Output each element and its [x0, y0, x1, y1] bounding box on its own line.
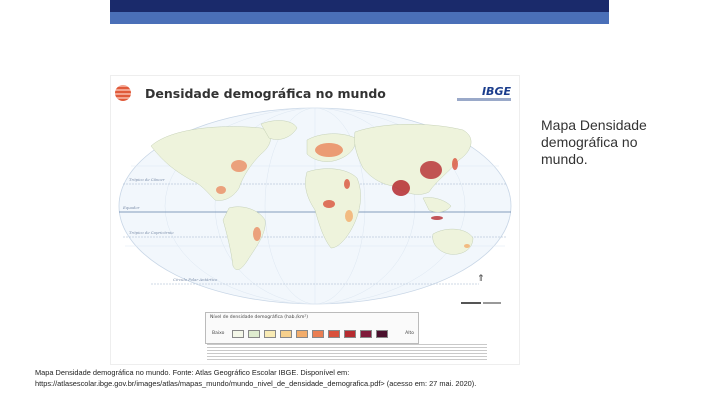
globe-icon [115, 85, 131, 101]
north-arrow-icon: ⇑ [477, 274, 485, 284]
top-banner-stripe [110, 12, 609, 24]
legend-low-label: Baixo [212, 331, 225, 336]
world-map [111, 106, 519, 306]
legend-swatch [376, 330, 388, 338]
hotspot-us-east [231, 160, 247, 172]
hotspot-nigeria [323, 200, 335, 208]
legend-swatch [312, 330, 324, 338]
map-image [110, 75, 520, 365]
hotspot-australia-se [464, 244, 470, 248]
legend-swatch [280, 330, 292, 338]
hotspot-java [431, 216, 443, 220]
scale-bar [461, 298, 501, 306]
antarctic-circle-label: Círculo Polar Antártico [173, 277, 218, 282]
hotspot-nile [344, 179, 350, 189]
source-citation: Mapa Densidade demográfica no mundo. Fonte: Atlas Geográfico Escolar IBGE. Disponível em: https://atlasescolar.ibge.gov.br/images/atlas/mapas_mundo/mundo_nivel_de_densidade_demografica.pdf> (acesso em: 27 mai. 2020). [35, 368, 477, 388]
hotspot-india [392, 180, 410, 196]
hotspot-east-africa [345, 210, 353, 222]
legend-swatch [344, 330, 356, 338]
tropic-cancer-label: Trópico de Câncer [129, 177, 165, 182]
hotspot-japan [452, 158, 458, 170]
tropic-capricorn-label: Trópico de Capricórnio [129, 230, 174, 235]
hotspot-mexico [216, 186, 226, 194]
equator-label: Equador [123, 205, 140, 210]
ibge-logo-underline [457, 98, 511, 101]
ibge-logo: IBGE [481, 85, 511, 98]
side-caption: Mapa Densidade demográfica no mundo. [541, 117, 647, 167]
map-title: Densidade demográfica no mundo [145, 86, 386, 101]
legend-swatch [248, 330, 260, 338]
legend-swatch [360, 330, 372, 338]
legend-swatch [296, 330, 308, 338]
legend-swatch [328, 330, 340, 338]
legend-swatch [264, 330, 276, 338]
hotspot-brazil-coast [253, 227, 261, 241]
legend-high-label: Alto [405, 331, 414, 336]
map-credits-fineprint [207, 344, 487, 360]
legend-title: Nível de densidade demográfica (hab./km²) [210, 315, 308, 320]
hotspot-east-china [420, 161, 442, 179]
legend-swatch [232, 330, 244, 338]
map-legend [205, 312, 419, 344]
hotspot-europe [315, 143, 343, 157]
